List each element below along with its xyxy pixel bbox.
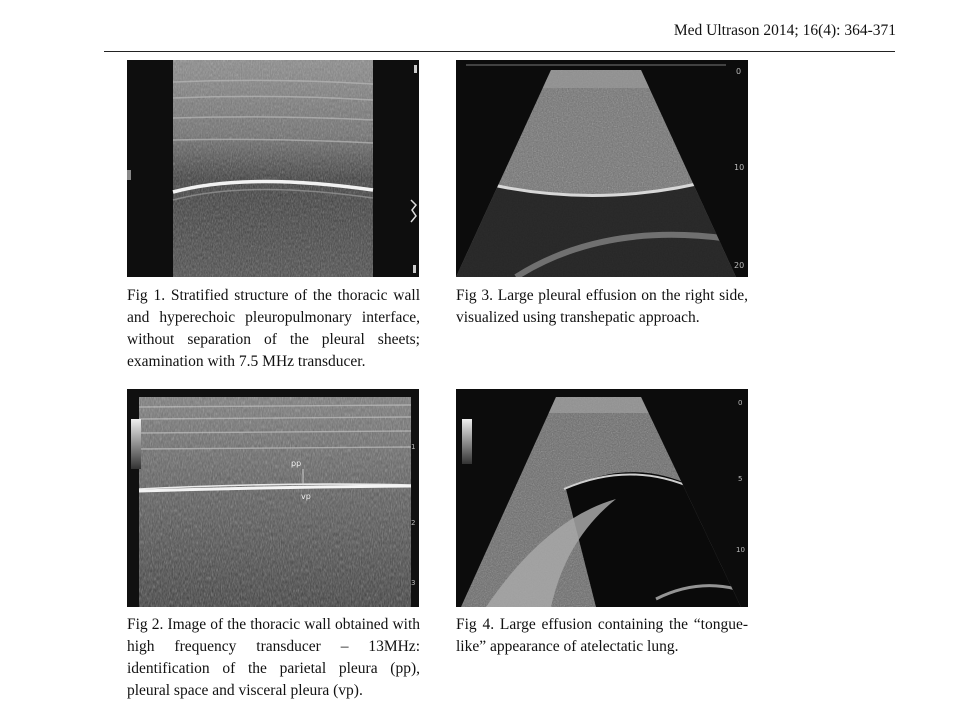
depth-tick-0: 0	[738, 399, 743, 407]
depth-tick-10: 10	[734, 163, 745, 172]
depth-tick-2: 2	[411, 519, 416, 527]
depth-tick-10: 10	[736, 546, 745, 554]
figure-4-caption: Fig 4. Large effusion containing the “tongue-like” appearance of atelectatic lung.	[456, 616, 748, 655]
depth-tick-3: 3	[411, 579, 416, 587]
figure-3-ultrasound-image	[456, 60, 748, 277]
depth-tick-0: 0	[736, 67, 742, 76]
figure-4-ultrasound-image	[456, 389, 748, 607]
label-pp: pp	[291, 459, 302, 468]
figure-1-ultrasound-image	[127, 60, 419, 277]
label-vp: vp	[301, 492, 311, 501]
figure-3-caption: Fig 3. Large pleural effusion on the right side, visualized using transhepatic approach.	[456, 287, 748, 326]
figure-2-ultrasound-image	[127, 389, 419, 607]
figure-1-caption: Fig 1. Stratified structure of the thoracic wall and hyperechoic pleuropulmonary interface, without separation of the pleural sheets; examination with 7.5 MHz transducer.	[127, 287, 420, 370]
depth-tick-5: 5	[738, 475, 743, 483]
figure-2-caption: Fig 2. Image of the thoracic wall obtained with high frequency transducer – 13MHz: identification of the parietal pleura (pp), pleural space and visceral pleura (vp).	[127, 616, 420, 699]
journal-header: Med Ultrason 2014; 16(4): 364-371	[673, 22, 896, 39]
depth-tick-20: 20	[734, 261, 745, 270]
depth-tick-1: 1	[411, 443, 416, 451]
header-rule	[104, 51, 895, 52]
